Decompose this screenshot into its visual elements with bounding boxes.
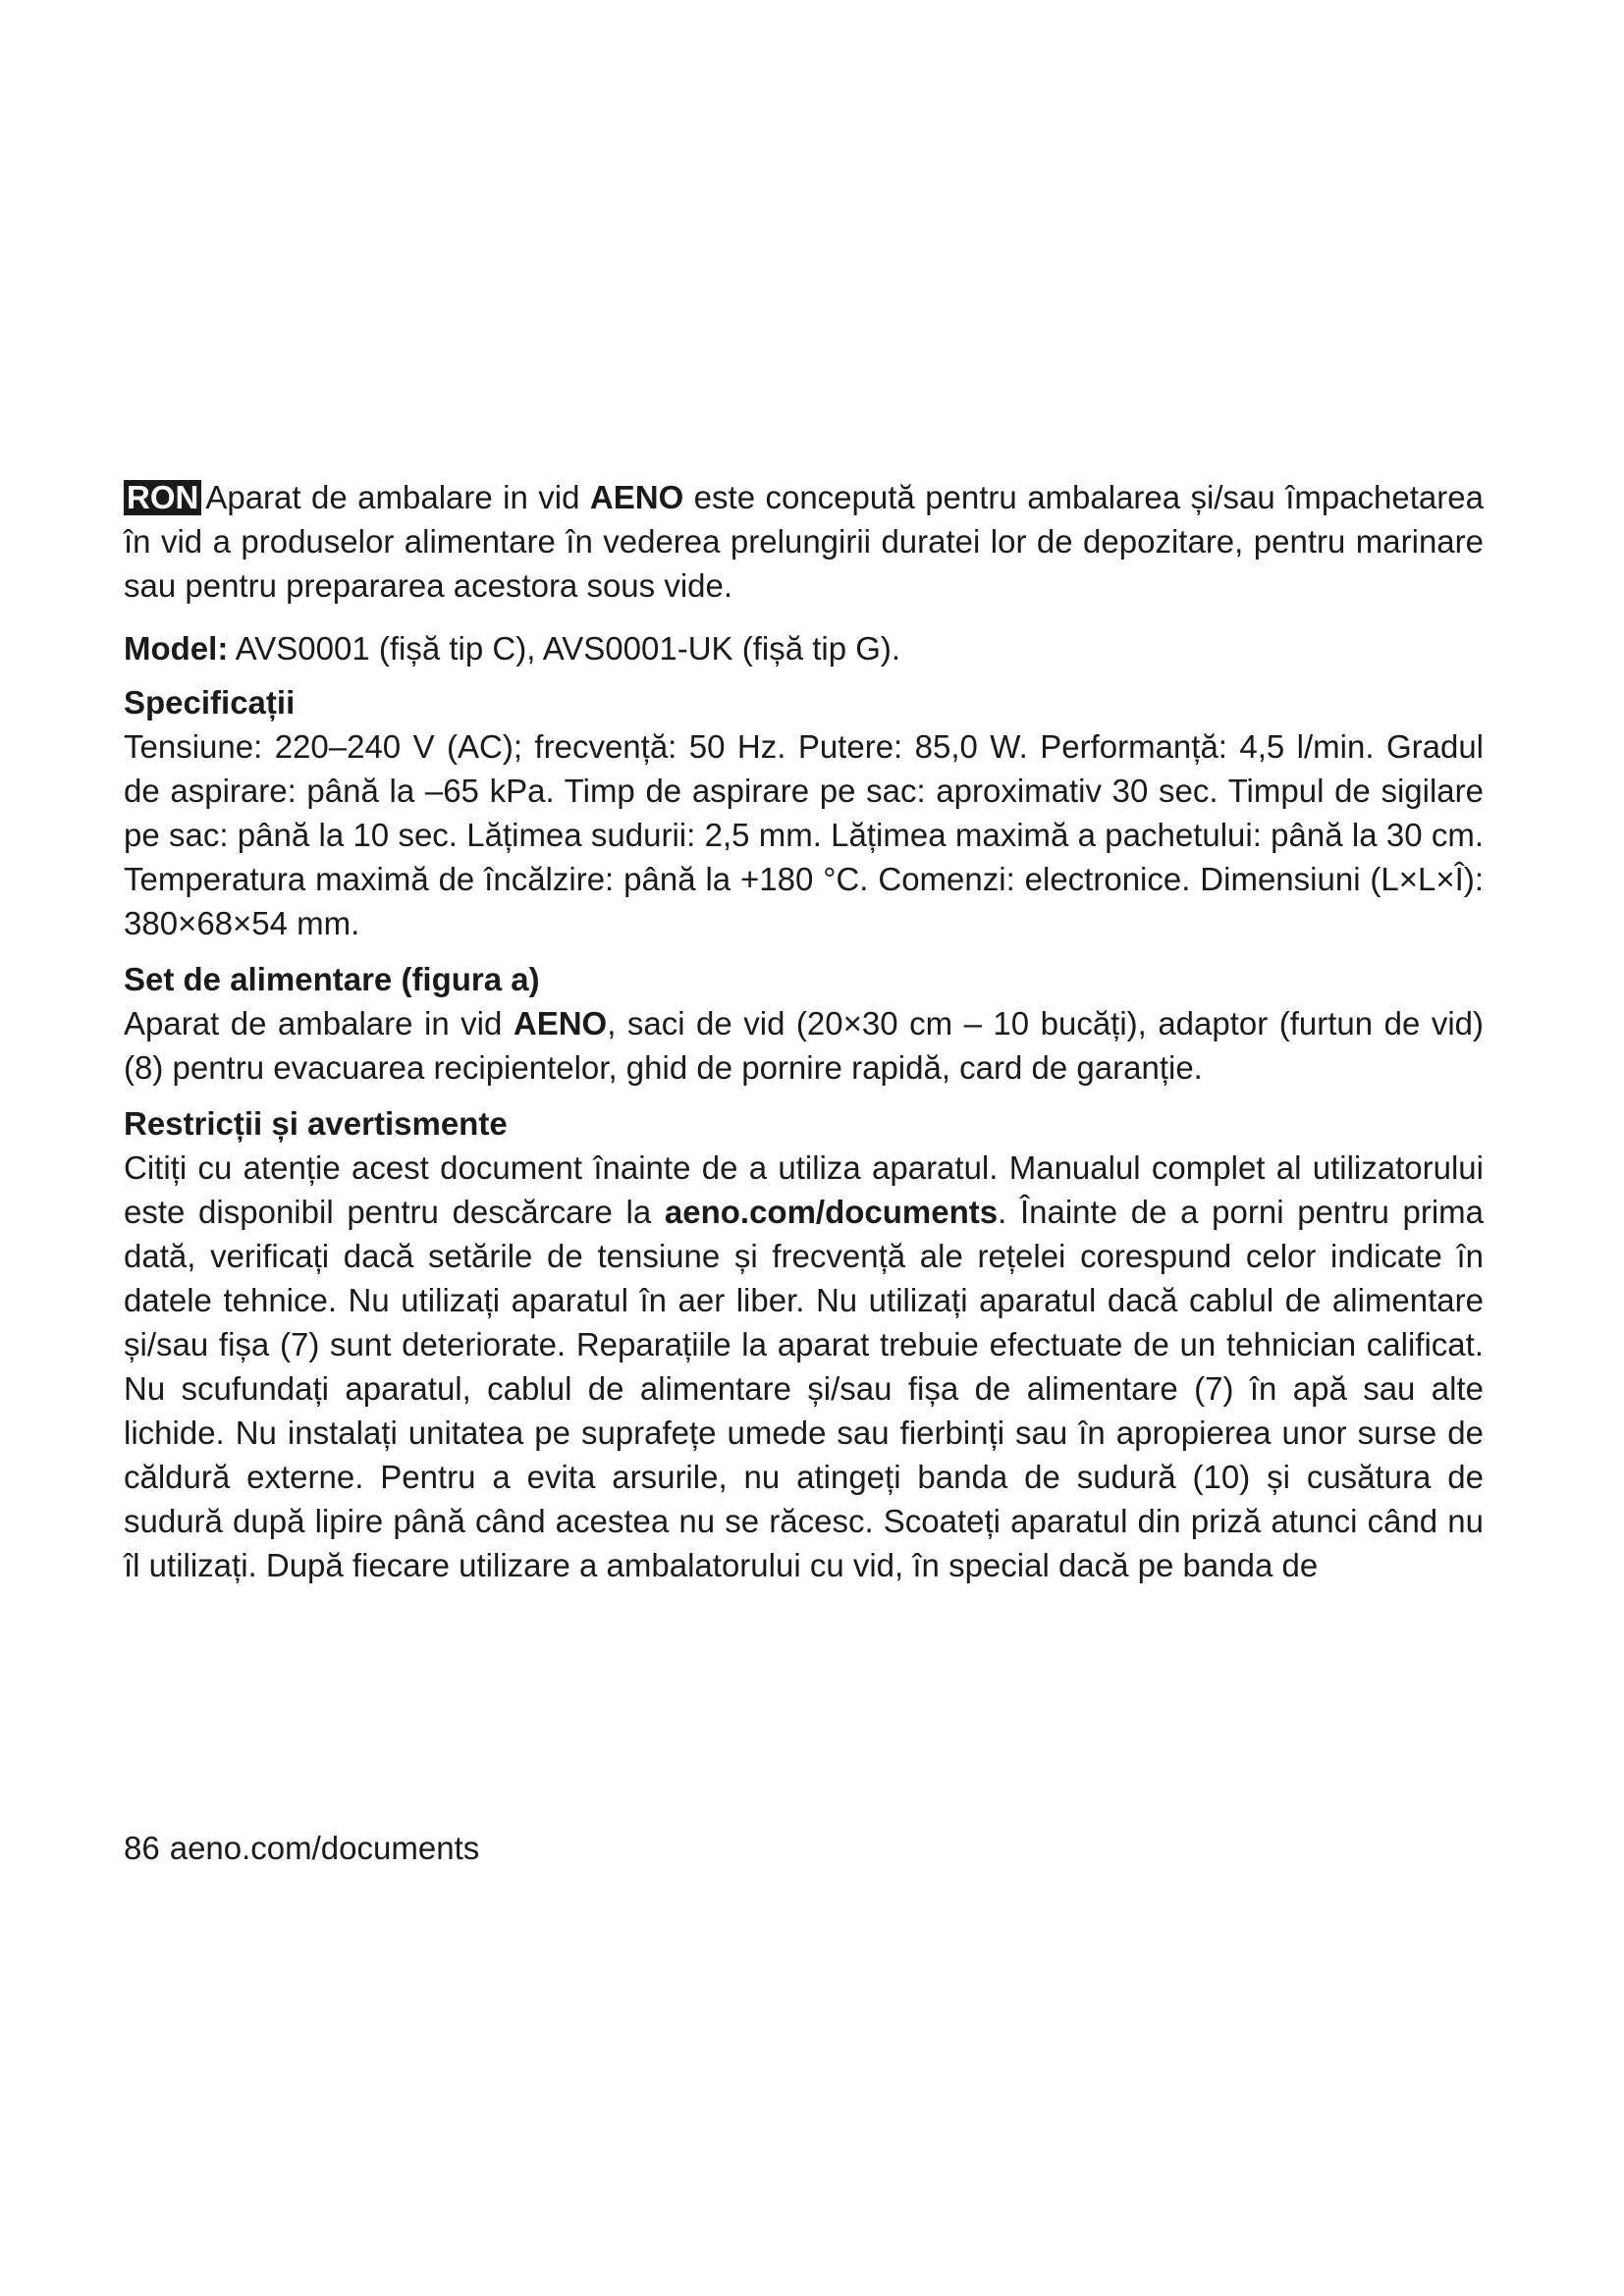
documents-link[interactable]: aeno.com/documents: [664, 1194, 999, 1230]
intro-brand: AENO: [589, 479, 684, 515]
specs-section: [124, 680, 1484, 945]
specs-text: Tensiune: 220–240 V (AC); frecvență: 50 Hz. Putere: 85,0 W. Performanță: 4,5 l/min. Gradul de aspirare: până la –65 kPa. Timp de aspirare pe sac: aproximativ 30 sec. Timpul de sigilare pe sac: până la 10 sec. Lățimea sudurii: 2,5 mm. Lățimea maximă a pachetului: până la 30 cm. Temperatura maximă de încălzire: până la +180 °C. Comenzi: electronice. Dimensiuni (L×L×Î): 380×68×54 mm.: [124, 728, 1484, 941]
intro-text-after-brand: este concepută pentru ambalarea și/sau împachetarea în vid a produselor alimentare în vederea prelungirii duratei lor de depozitare, pentru marinare sau pentru prepararea acestora sous vide.: [124, 479, 1484, 604]
restrictions-text-before-link: Citiți cu atenție acest document înainte de a utiliza aparatul. Manualul complet al utilizatorului este disponibil pentru descărcare la: [124, 1149, 1484, 1230]
restrictions-text: [124, 1146, 1484, 1587]
model-value: AVS0001 (fișă tip C), AVS0001-UK (fișă tip G).: [228, 630, 901, 667]
page-number: 86: [124, 1830, 160, 1866]
supply-set-section: [124, 957, 1484, 1090]
model-line: [124, 626, 1484, 670]
page-content: [124, 475, 1484, 1599]
restrictions-section: [124, 1101, 1484, 1587]
supply-text-after-brand: , saci de vid (20×30 cm – 10 bucăți), adaptor (furtun de vid) (8) pentru evacuarea recipientelor, ghid de pornire rapidă, card de garanție.: [124, 1005, 1484, 1086]
model-label: Model:: [124, 630, 229, 667]
supply-set-heading: Set de alimentare (figura a): [124, 961, 540, 997]
page-footer: [124, 1826, 489, 1870]
specs-heading: Specificații: [124, 684, 296, 721]
supply-text-before-brand: Aparat de ambalare in vid: [124, 1005, 514, 1041]
language-badge: RON: [124, 480, 201, 515]
restrictions-heading: Restricții și avertismente: [124, 1105, 508, 1142]
intro-text-before-brand: Aparat de ambalare in vid: [205, 479, 590, 515]
supply-brand: AENO: [513, 1005, 608, 1041]
restrictions-text-after-link: . Înainte de a porni pentru prima dată, verificați dacă setările de tensiune și frecvență ale rețelei corespund celor indicate în datele tehnice. Nu utilizați aparatul în aer liber. Nu utilizați aparatul dacă cablul de alimentare și/sau fișa (7) sunt deteriorate. Reparațiile la aparat trebuie efectuate de un tehnician calificat. Nu scufundați aparatul, cablul de alimentare și/sau fișa de alimentare (7) în apă sau alte lichide. Nu instalați unitatea pe suprafețe umede sau fierbinți sau în apropierea unor surse de căldură externe. Pentru a evita arsurile, nu atingeți banda de sudură (10) și cusătura de sudură după lipire până când acestea nu se răcesc. Scoateți aparatul din priză atunci când nu îl utilizați. După fiecare utilizare a ambalatorului cu vid, în special dacă pe banda de: [124, 1194, 1484, 1583]
intro-paragraph: [124, 475, 1484, 608]
footer-url: aeno.com/documents: [169, 1830, 480, 1866]
supply-set-text: [124, 1001, 1484, 1090]
